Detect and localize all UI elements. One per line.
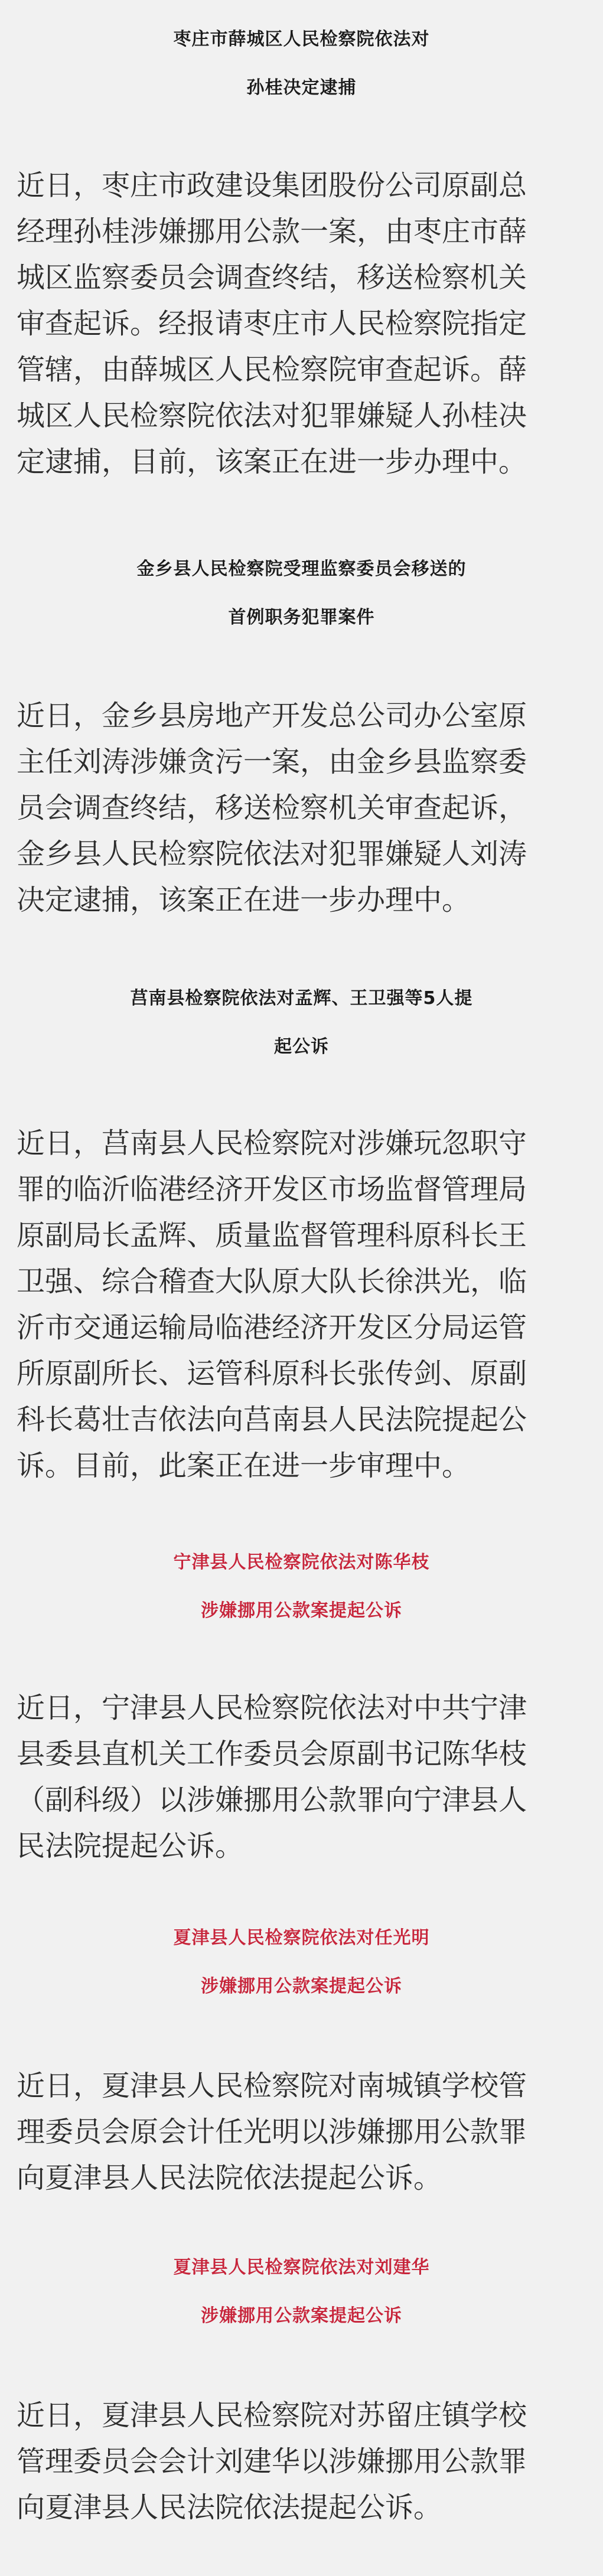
section-3-body (17, 1120, 587, 1489)
section-4-body-line: 近日，宁津县人民检察院依法对中共宁津 (17, 1691, 527, 1724)
section-4-title-line-2: 涉嫌挪用公款案提起公诉 (201, 1600, 402, 1621)
section-6-title (0, 2244, 603, 2340)
section-3-body-line: 近日，莒南县人民检察院对涉嫌玩忽职守 (17, 1127, 527, 1160)
section-4-title (0, 1538, 603, 1635)
section-3-title-line-1: 莒南县检察院依法对孟辉、王卫强等5人提 (130, 988, 473, 1009)
section-3-body-line: 所原副所长、运管科原科长张传剑、原副 (17, 1357, 527, 1390)
section-6-body (17, 2392, 587, 2531)
section-5-body-line: 向夏津县人民法院依法提起公诉。 (17, 2161, 442, 2195)
section-1-title-line-1: 枣庄市薛城区人民检察院依法对 (173, 29, 430, 50)
section-2-body-line: 近日，金乡县房地产开发总公司办公室原 (17, 699, 527, 732)
section-3-body-line: 沂市交通运输局临港经济开发区分局运管 (17, 1311, 527, 1344)
section-4-body-line: （副科级）以涉嫌挪用公款罪向宁津县人 (17, 1783, 527, 1817)
section-2-body (17, 693, 587, 923)
section-2-title (0, 545, 603, 642)
section-1-body-line: 管辖，由薛城区人民检察院审查起诉。薛 (17, 353, 527, 386)
section-5-title-line-1: 夏津县人民检察院依法对任光明 (173, 1928, 430, 1948)
section-1-body (17, 162, 587, 485)
section-3-body-line: 科长葛壮吉依法向莒南县人民法院提起公 (17, 1403, 527, 1436)
section-1-body-line: 审查起诉。经报请枣庄市人民检察院指定 (17, 307, 527, 340)
section-2-body-line: 决定逮捕，该案正在进一步办理中。 (17, 883, 471, 917)
section-1-body-line: 城区监察委员会调查终结，移送检察机关 (17, 261, 527, 294)
section-3-body-line: 卫强、综合稽查大队原大队长徐洪光，临 (17, 1265, 527, 1298)
section-6-title-line-1: 夏津县人民检察院依法对刘建华 (173, 2257, 430, 2278)
section-3-title (0, 974, 603, 1071)
section-4-body (17, 1685, 587, 1869)
section-1-body-line: 城区人民检察院依法对犯罪嫌疑人孙桂决 (17, 399, 527, 432)
section-3-title-line-2: 起公诉 (274, 1036, 329, 1057)
section-3-body-line: 诉。目前，此案正在进一步审理中。 (17, 1449, 471, 1482)
section-6-body-line: 管理委员会会计刘建华以涉嫌挪用公款罪 (17, 2445, 527, 2478)
section-4-body-line: 县委县直机关工作委员会原副书记陈华枝 (17, 1737, 527, 1770)
section-5-body-line: 理委员会原会计任光明以涉嫌挪用公款罪 (17, 2115, 527, 2148)
section-1-body-line: 定逮捕，目前，该案正在进一步办理中。 (17, 445, 527, 478)
section-5-title (0, 1914, 603, 2011)
section-6-title-line-2: 涉嫌挪用公款案提起公诉 (201, 2306, 402, 2326)
section-1-body-line: 近日，枣庄市政建设集团股份公司原副总 (17, 169, 527, 202)
section-5-title-line-2: 涉嫌挪用公款案提起公诉 (201, 1976, 402, 1997)
section-4-title-line-1: 宁津县人民检察院依法对陈华枝 (173, 1552, 430, 1573)
section-2-body-line: 金乡县人民检察院依法对犯罪嫌疑人刘涛 (17, 837, 527, 870)
section-1-title (0, 15, 603, 112)
section-2-body-line: 主任刘涛涉嫌贪污一案，由金乡县监察委 (17, 745, 527, 778)
section-6-body-line: 近日，夏津县人民检察院对苏留庄镇学校 (17, 2399, 527, 2432)
section-4-body-line: 民法院提起公诉。 (17, 1830, 244, 1863)
section-5-body-line: 近日，夏津县人民检察院对南城镇学校管 (17, 2069, 527, 2102)
section-2-title-line-1: 金乡县人民检察院受理监察委员会移送的 (136, 559, 467, 579)
section-3-body-line: 罪的临沂临港经济开发区市场监督管理局 (17, 1173, 527, 1206)
section-2-body-line: 员会调查终结，移送检察机关审查起诉， (17, 791, 527, 824)
section-6-body-line: 向夏津县人民法院依法提起公诉。 (17, 2491, 442, 2524)
section-2-title-line-2: 首例职务犯罪案件 (228, 607, 375, 628)
section-5-body (17, 2063, 587, 2201)
section-1-title-line-2: 孙桂决定逮捕 (246, 77, 357, 98)
section-1-body-line: 经理孙桂涉嫌挪用公款一案，由枣庄市薛 (17, 215, 527, 248)
section-3-body-line: 原副局长孟辉、质量监督管理科原科长王 (17, 1219, 527, 1252)
